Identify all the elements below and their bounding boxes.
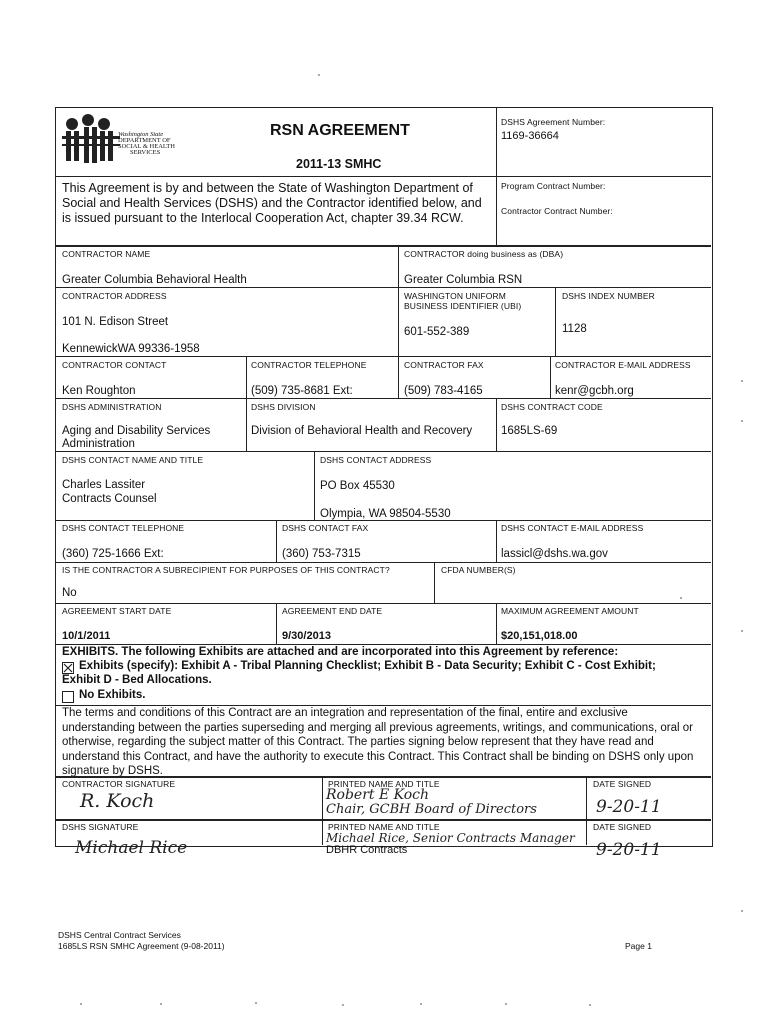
dshs-contact-title: Contracts Counsel — [62, 493, 157, 505]
dshs-printed-line1: Michael Rice, Senior Contracts Manager — [326, 831, 575, 845]
page-number: Page 1 — [625, 941, 652, 951]
ubi-label-2: BUSINESS IDENTIFIER (UBI) — [404, 301, 522, 311]
dshs-phone-label: DSHS CONTACT TELEPHONE — [62, 523, 185, 533]
ubi-label-1: WASHINGTON UNIFORM — [404, 291, 506, 301]
logo-text-4: SERVICES — [130, 149, 161, 156]
logo-text-2: DEPARTMENT OF — [118, 137, 171, 144]
contractor-name: Greater Columbia Behavioral Health — [62, 274, 247, 286]
scan-speck — [741, 910, 743, 912]
max-amount-label: MAXIMUM AGREEMENT AMOUNT — [501, 606, 639, 616]
dshs-fax: (360) 753-7315 — [282, 548, 361, 560]
page-title: RSN AGREEMENT — [270, 122, 410, 139]
no-exhibits-label: No Exhibits. — [79, 689, 146, 701]
subrecipient-label: IS THE CONTRACTOR A SUBRECIPIENT FOR PURPOSES OF THIS CONTRACT? — [62, 565, 390, 575]
dshs-contact-name: Charles Lassiter — [62, 479, 146, 491]
dshs-division: Division of Behavioral Health and Recovery — [251, 425, 473, 437]
dshs-signature[interactable]: Michael Rice — [75, 838, 188, 858]
checkbox-x-icon — [63, 663, 73, 673]
contractor-email-label: CONTRACTOR E-MAIL ADDRESS — [555, 360, 691, 370]
exhibits-heading: EXHIBITS. The following Exhibits are attached and are incorporated into this Agreement by reference: — [62, 646, 619, 658]
exhibits-specify-line2: Exhibit D - Bed Allocations. — [62, 674, 212, 686]
contractor-dba-label: CONTRACTOR doing business as (DBA) — [404, 249, 564, 259]
dshs-address-line2: Olympia, WA 98504-5530 — [320, 508, 451, 520]
exhibits-specify-checkbox[interactable] — [62, 662, 74, 674]
exhibits-specify-line1: Exhibits (specify): Exhibit A - Tribal Planning Checklist; Exhibit B - Data Security; Exhibit C - Cost Exhibit; — [79, 660, 656, 672]
dshs-email-label: DSHS CONTACT E-MAIL ADDRESS — [501, 523, 644, 533]
dshs-contract-code: 1685LS-69 — [501, 425, 558, 437]
program-contract-label: Program Contract Number: — [501, 181, 606, 191]
footer-line2: 1685LS RSN SMHC Agreement (9-08-2011) — [58, 941, 225, 951]
scan-speck — [160, 1003, 162, 1005]
end-date-label: AGREEMENT END DATE — [282, 606, 383, 616]
dshs-phone: (360) 725-1666 Ext: — [62, 548, 164, 560]
contractor-signature-label: CONTRACTOR SIGNATURE — [62, 779, 176, 789]
dshs-date-label: DATE SIGNED — [593, 822, 652, 832]
dshs-date-signed: 9-20-11 — [596, 840, 662, 860]
contractor-date-signed: 9-20-11 — [596, 797, 662, 817]
subrecipient-value: No — [62, 587, 77, 599]
dshs-admin-line2: Administration — [62, 438, 135, 450]
agreement-number: 1169-36664 — [501, 130, 559, 142]
dshs-signature-label: DSHS SIGNATURE — [62, 822, 139, 832]
contractor-fax: (509) 783-4165 — [404, 385, 483, 397]
scan-speck — [680, 597, 682, 599]
dshs-index-number: 1128 — [562, 323, 587, 335]
scan-speck — [741, 630, 743, 632]
contractor-address-line1: 101 N. Edison Street — [62, 316, 169, 328]
terms-text: The terms and conditions of this Contract are an integration and representation of the final, entire and exclusive understanding between the parties superseding and merging all previous agreements, writings, and communications, oral or otherwise, regarding the subject matter of this Contract. The parties signing below represent that they have read and understand this Contract, and have the authority to execute this Contract. This Contract shall be binding on DSHS only upon signature by DSHS. — [62, 707, 694, 777]
dshs-printed-name-label: PRINTED NAME AND TITLE — [328, 822, 440, 832]
contractor-contract-label: Contractor Contract Number: — [501, 206, 613, 216]
logo-text-1: Washington State — [118, 131, 164, 138]
end-date: 9/30/2013 — [282, 630, 331, 642]
dshs-contract-code-label: DSHS CONTRACT CODE — [501, 402, 603, 412]
scan-speck — [342, 1004, 344, 1006]
dshs-division-label: DSHS DIVISION — [251, 402, 316, 412]
dshs-address-label: DSHS CONTACT ADDRESS — [320, 455, 432, 465]
contractor-contact: Ken Roughton — [62, 385, 136, 397]
scan-speck — [505, 1003, 507, 1005]
contractor-printed-line2: Chair, GCBH Board of Directors — [326, 802, 537, 817]
dshs-address-line1: PO Box 45530 — [320, 480, 395, 492]
contractor-dba: Greater Columbia RSN — [404, 274, 523, 286]
contractor-phone: (509) 735-8681 Ext: — [251, 385, 353, 397]
dshs-email: lassicl@dshs.wa.gov — [501, 548, 608, 560]
scan-speck — [741, 380, 743, 382]
contractor-signature[interactable]: R. Koch — [80, 790, 155, 812]
dshs-contact-label: DSHS CONTACT NAME AND TITLE — [62, 455, 204, 465]
dshs-admin-label: DSHS ADMINISTRATION — [62, 402, 162, 412]
agreement-number-label: DSHS Agreement Number: — [501, 117, 606, 127]
scan-speck — [80, 1003, 82, 1005]
contractor-printed-line1: Robert E Koch — [326, 787, 430, 803]
ubi-number: 601-552-389 — [404, 326, 470, 338]
page-subtitle: 2011-13 SMHC — [296, 157, 382, 171]
contractor-date-label: DATE SIGNED — [593, 779, 652, 789]
cfda-label: CFDA NUMBER(S) — [441, 565, 516, 575]
no-exhibits-checkbox[interactable] — [62, 691, 74, 703]
logo-text-3: SOCIAL & HEALTH — [118, 143, 175, 150]
intro-text: This Agreement is by and between the State of Washington Department of Social and Health Services (DSHS) and the Contractor identified below, and is issued pursuant to the Interlocal Cooperation Act, chapter 39.34 RCW. — [62, 181, 482, 225]
scan-speck — [255, 1002, 257, 1004]
contractor-contact-label: CONTRACTOR CONTACT — [62, 360, 167, 370]
scan-speck — [420, 1003, 422, 1005]
dshs-fax-label: DSHS CONTACT FAX — [282, 523, 369, 533]
max-amount: $20,151,018.00 — [501, 630, 578, 642]
start-date: 10/1/2011 — [62, 630, 111, 642]
scan-speck — [741, 420, 743, 422]
contractor-address-line2: KennewickWA 99336-1958 — [62, 343, 200, 355]
contractor-phone-label: CONTRACTOR TELEPHONE — [251, 360, 367, 370]
dshs-index-label: DSHS INDEX NUMBER — [562, 291, 655, 301]
dshs-printed-line2: DBHR Contracts — [326, 844, 408, 856]
footer-line1: DSHS Central Contract Services — [58, 930, 181, 940]
contractor-fax-label: CONTRACTOR FAX — [404, 360, 484, 370]
contractor-email: kenr@gcbh.org — [555, 385, 634, 397]
dshs-logo — [62, 112, 192, 172]
start-date-label: AGREEMENT START DATE — [62, 606, 172, 616]
scan-speck — [318, 74, 320, 76]
contractor-printed-name-label: PRINTED NAME AND TITLE — [328, 779, 440, 789]
contractor-address-label: CONTRACTOR ADDRESS — [62, 291, 167, 301]
contractor-name-label: CONTRACTOR NAME — [62, 249, 151, 259]
family-logo-icon — [62, 112, 124, 170]
dshs-admin-line1: Aging and Disability Services — [62, 425, 211, 437]
scan-speck — [589, 1004, 591, 1006]
